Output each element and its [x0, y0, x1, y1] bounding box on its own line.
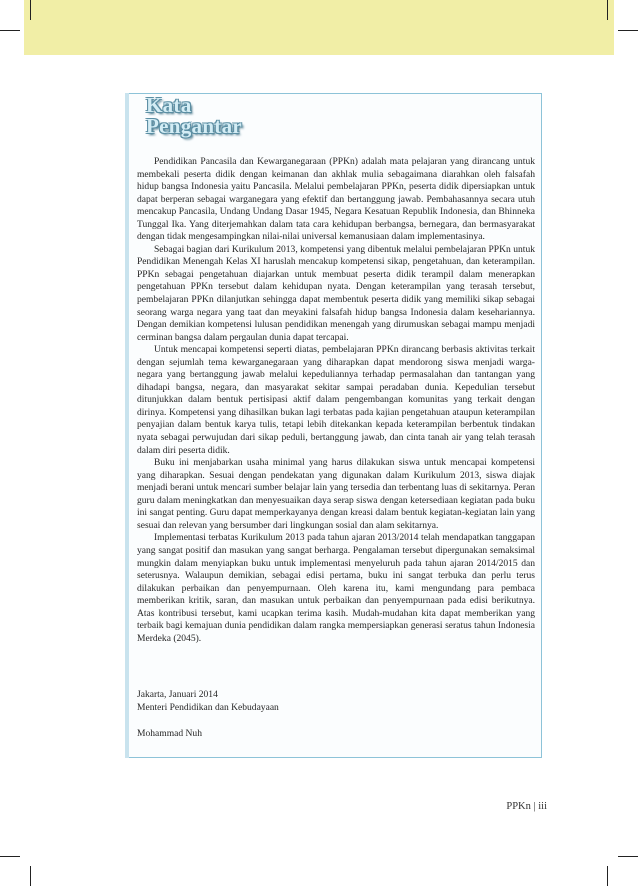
signature-name: Mohammad Nuh	[137, 728, 202, 739]
crop-mark-bottom-right-v	[607, 866, 608, 886]
paragraph-5: Implementasi terbatas Kurikulum 2013 pada tahun ajaran 2013/2014 telah mendapatkan tanggapan yang sangat positif dan masukan yang sangat berharga. Pengalaman tersebut dipergunakan semaksimal mungkin dalam menyiapkan buku untuk implementasi menyeluruh pada tahun ajaran 2014/2015 dan seterusnya. Walaupun demikian, sebagai edisi pertama, buku ini sangat terbuka dan perlu terus dilakukan perbaikan dan penyempurnaan. Oleh karena itu, kami mengundang para pembaca memberikan kritik, saran, dan masukan untuk perbaikan dan penyempurnaan pada edisi berikutnya. Atas kontribusi tersebut, kami ucapkan terima kasih. Mudah-mudahan kita dapat memberikan yang terbaik bagi kemajuan dunia pendidikan dalam rangka mempersiapkan generasi seratus tahun Indonesia Merdeka (2045).	[137, 532, 535, 644]
signature-place-date: Jakarta, Januari 2014	[137, 689, 218, 700]
foreword-box-accent	[125, 93, 129, 758]
crop-mark-top-right-h	[618, 30, 638, 31]
heading-line-2: Pengantar	[146, 114, 243, 138]
crop-mark-top-right-v	[607, 0, 608, 20]
crop-mark-bottom-right-h	[618, 856, 638, 857]
crop-mark-top-left-h	[0, 30, 20, 31]
signature-position: Menteri Pendidikan dan Kebudayaan	[137, 702, 279, 713]
paragraph-1: Pendidikan Pancasila dan Kewarganegaraan (PPKn) adalah mata pelajaran yang dirancang untuk membekali peserta didik dengan keimanan dan akhlak mulia sebagaimana diarahkan oleh falsafah hidup bangsa Indonesia yaitu Pancasila. Melalui pembelajaran PPKn, peserta didik dipersiapkan untuk dapat berperan sebagai warganegara yang efektif dan bertanggung jawab. Pembahasannya secara utuh mencakup Pancasila, Undang Undang Dasar 1945, Negara Kesatuan Republik Indonesia, dan Bhinneka Tunggal Ika. Yang diterjemahkan dalam tata cara kehidupan berbangsa, bernegara, dan bermasyarakat dengan tidak mengesampingkan nilai-nilai universal kemanusiaan dalam implementasinya.	[137, 156, 535, 243]
crop-mark-top-left-v	[30, 0, 31, 20]
heading-line-1: Kata	[146, 93, 192, 117]
crop-mark-bottom-left-v	[30, 866, 31, 886]
paragraph-3: Untuk mencapai kompetensi seperti diatas, pembelajaran PPKn dirancang berbasis aktivitas terkait dengan sejumlah tema kewarganegaraan yang diharapkan dapat mendorong siswa menjadi warga-negara yang bertanggung jawab melalui kepeduliannya terhadap permasalahan dan tantangan yang dihadapi bangsa, negara, dan masyarakat sekitar sampai peradaban dunia. Kepedulian tersebut ditunjukkan dalam bentuk pertisipasi aktif dalam pengembangan komunitas yang terkait dengan dirinya. Kompetensi yang dihasilkan bukan lagi terbatas pada kajian pengetahuan ataupun keterampilan penyajian dalam bentuk karya tulis, tetapi lebih ditekankan kepada keterampilan berbentuk tindakan nyata sebagai perwujudan dari sikap peduli, bertanggung jawab, dan cinta tanah air yang telah terasah dalam diri peserta didik.	[137, 344, 535, 456]
foreword-body	[137, 156, 535, 645]
top-color-band	[24, 0, 614, 55]
paragraph-4: Buku ini menjabarkan usaha minimal yang harus dilakukan siswa untuk mencapai kompetensi yang diharapkan. Sesuai dengan pendekatan yang digunakan dalam Kurikulum 2013, siswa diajak menjadi berani untuk mencari sumber belajar lain yang tersedia dan terbentang luas di sekitarnya. Peran guru dalam meningkatkan dan menyesuaikan daya serap siswa dengan ketersediaan kegiatan pada buku ini sangat penting. Guru dapat memperkayanya dengan kreasi dalam bentuk kegiatan-kegiatan lain yang sesuai dan relevan yang bersumber dari lingkungan sosial dan alam sekitarnya.	[137, 457, 535, 531]
paragraph-2: Sebagai bagian dari Kurikulum 2013, kompetensi yang dibentuk melalui pembelajaran PPKn untuk Pendidikan Menengah Kelas XI haruslah mencakup kompetensi sikap, pengetahuan, dan keterampilan. PPKn sebagai pengetahuan diajarkan untuk membuat peserta didik terampil dalam menerapkan pengetahuan PPKn tersebut dalam kehidupan nyata. Dengan keterampilan yang terasah tersebut, pembelajaran PPKn dilanjutkan sehingga dapat membentuk peserta didik yang memiliki sikap sebagai seorang warga negara yang taat dan meyakini falsafah hidup bangsa Indonesia dalam kesehariannya. Dengan demikian kompetensi lulusan pendidikan menengah yang dirumuskan sebagai mampu menjadi cerminan bangsa dalam pergaulan dunia dapat tercapai.	[137, 243, 535, 343]
crop-mark-bottom-left-h	[0, 856, 20, 857]
page-number: PPKn | iii	[506, 801, 547, 812]
